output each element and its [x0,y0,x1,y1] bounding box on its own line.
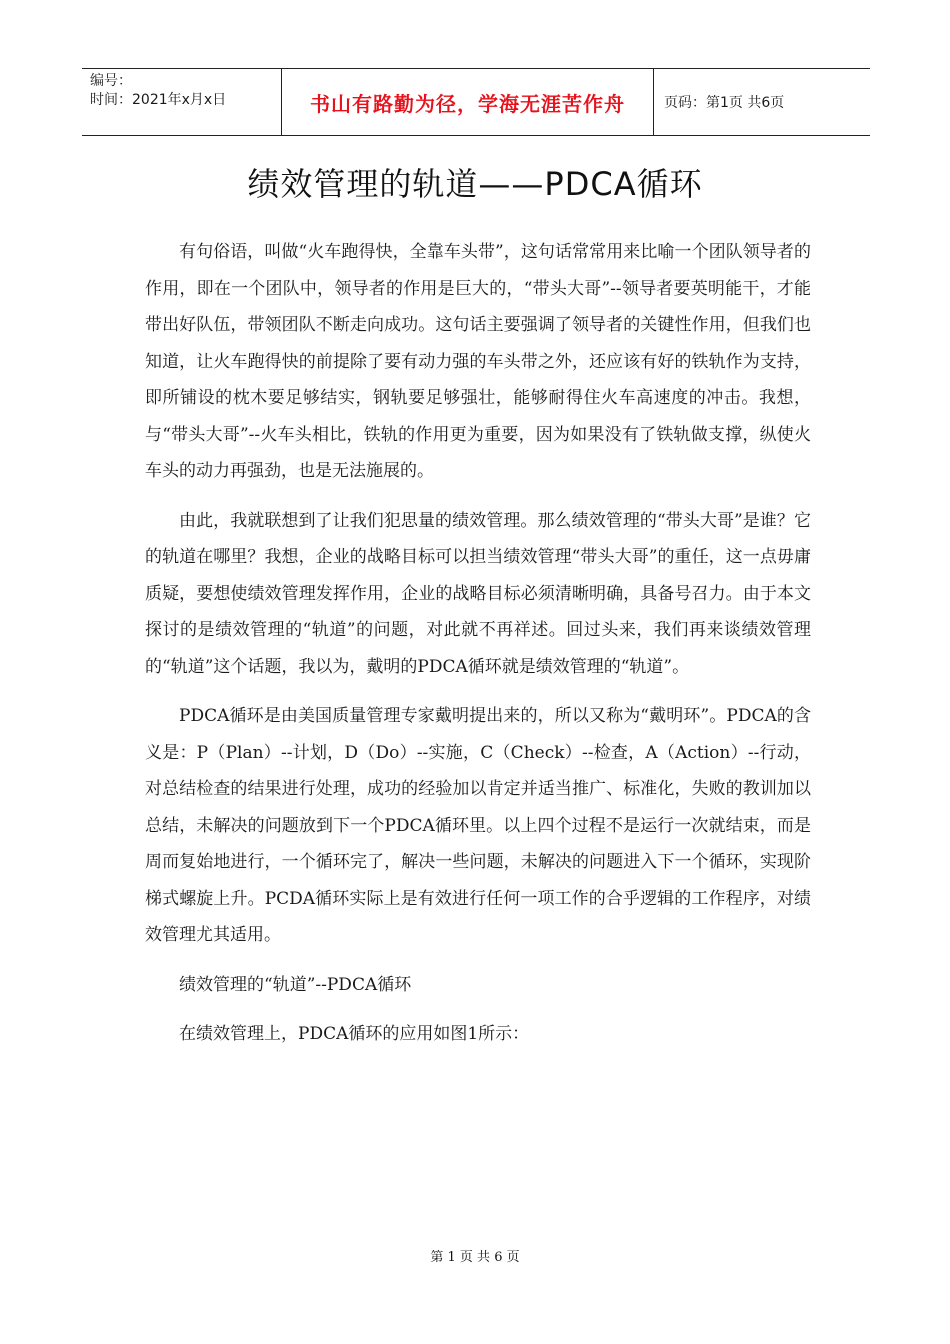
paragraph: 由此，我就联想到了让我们犯思量的绩效管理。那么绩效管理的“带头大哥”是谁？它的轨道在哪里？我想，企业的战略目标可以担当绩效管理“带头大哥”的重任，这一点毋庸质疑，要想使绩效管理发挥作用，企业的战略目标必须清晰明确，具备号召力。由于本文探讨的是绩效管理的“轨道”的问题，对此就不再祥述。回过头来，我们再来谈绩效管理的“轨道”这个话题，我以为，戴明的PDCA循环就是绩效管理的“轨道”。 [145,510,811,677]
document-body [145,234,811,1066]
paragraph: 在绩效管理上，PDCA循环的应用如图1所示： [179,1024,530,1044]
paragraph: PDCA循环是由美国质量管理专家戴明提出来的，所以又称为“戴明环”。PDCA的含义是：P（Plan）--计划，D（Do）--实施，C（Check）--检查，A（Action）--行动，对总结检查的结果进行处理，成功的经验加以肯定并适当推广、标准化，失败的教训加以总结，未解决的问题放到下一个PDCA循环里。以上四个过程不是运行一次就结束，而是周而复始地进行，一个循环完了，解决一些问题，未解决的问题进入下一个循环，实现阶梯式螺旋上升。PCDA循环实际上是有效进行任何一项工作的合乎逻辑的工作程序，对绩效管理尤其适用。 [145,706,811,945]
document-title: 绩效管理的轨道——PDCA循环 [247,165,703,203]
page-footer: 第 1 页 共 6 页 [430,1250,520,1265]
header-meta [82,69,282,135]
document-number: 编号： [90,73,132,89]
paragraph: 绩效管理的“轨道”--PDCA循环 [179,974,412,995]
header-page-info: 页码：第1页 共6页 [664,95,785,111]
paragraph: 有句俗语，叫做“火车跑得快，全靠车头带”，这句话常常用来比喻一个团队领导者的作用，即在一个团队中，领导者的作用是巨大的，“带头大哥”--领导者要英明能干，才能带出好队伍，带领团队不断走向成功。这句话主要强调了领导者的关键性作用，但我们也知道，让火车跑得快的前提除了要有动力强的车头带之外，还应该有好的铁轨作为支持，即所铺设的枕木要足够结实，钢轨要足够强壮，能够耐得住火车高速度的冲击。我想，与“带头大哥”--火车头相比，铁轨的作用更为重要，因为如果没有了铁轨做支撑，纵使火车头的动力再强劲，也是无法施展的。 [145,242,811,481]
header-motto: 书山有路勤为径，学海无涯苦作舟 [282,69,654,135]
document-date: 时间：2021年x月x日 [90,92,227,108]
document-header [82,68,870,136]
